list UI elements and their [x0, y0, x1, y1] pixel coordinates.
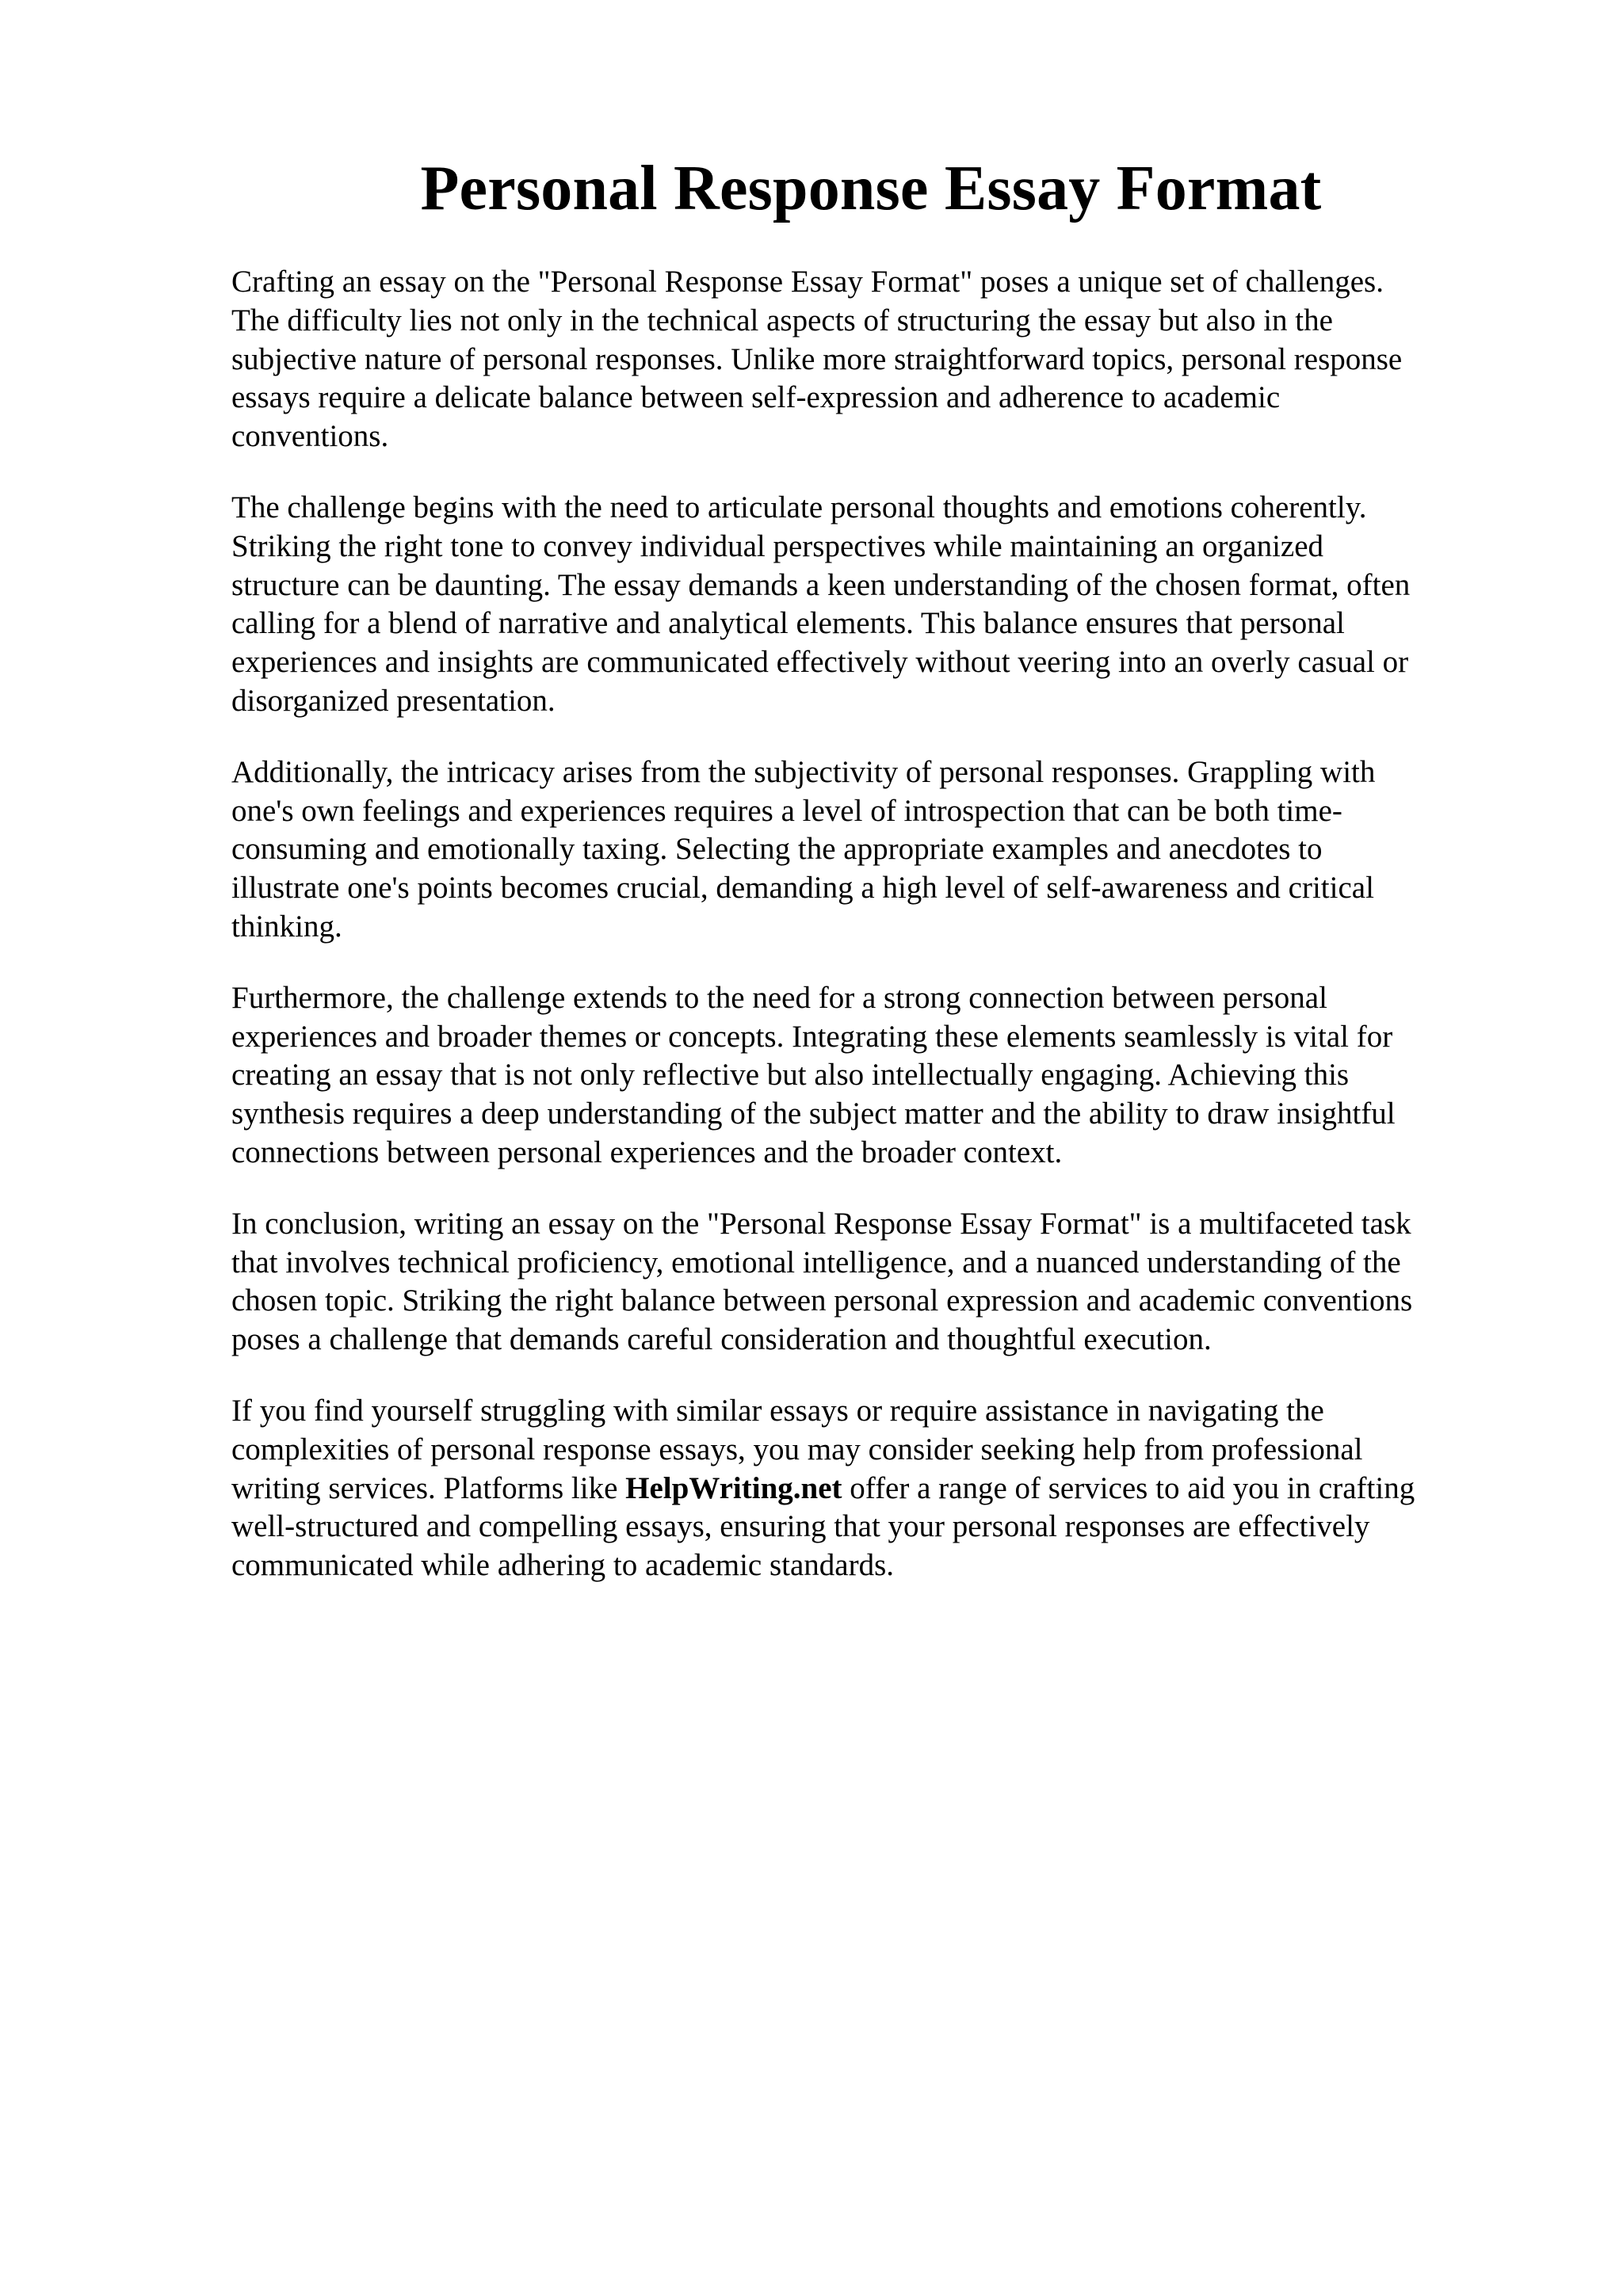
- brand-link[interactable]: HelpWriting.net: [625, 1470, 842, 1505]
- paragraph-furthermore: Furthermore, the challenge extends to the need for a strong connection between personal experiences and broader themes or concepts. Integrating these elements seamlessly is vital for creating an essay that is not only reflective but also intellectually engaging. Achieving this synthesis requires a deep understanding of the subject matter and the ability to draw insightful connections between personal experiences and the broader context.: [231, 980, 1396, 1169]
- closing-text-before: If you find yourself struggling with similar essays or require assistance in navigating the complexities of personal response essays, you may consider seeking help from professional writing services. Platforms like: [231, 1393, 1363, 1505]
- paragraph-intro: Crafting an essay on the "Personal Response Essay Format" poses a unique set of challenges. The difficulty lies not only in the technical aspects of structuring the essay but also in the subjective nature of personal responses. Unlike more straightforward topics, personal response essays require a delicate balance between self-expression and adherence to academic conventions.: [231, 265, 1403, 454]
- paragraph-additionally: Additionally, the intricacy arises from the subjectivity of personal responses. Grappling with one's own feelings and experiences requires a level of introspection that can be both time- consuming and emotionally taxing. Selecting the appropriate examples and anecdotes to illustrate one's points becomes crucial, demanding a high level of self-awareness and critical thinking.: [231, 754, 1376, 944]
- paragraph-challenge: The challenge begins with the need to articulate personal thoughts and emotions coherently. Striking the right tone to convey individual perspectives while maintaining an organized structure can be daunting. The essay demands a keen understanding of the chosen format, often calling for a blend of narrative and analytical elements. This balance ensures that personal experiences and insights are communicated effectively without veering into an overly casual or disorganized presentation.: [231, 490, 1411, 718]
- paragraph-conclusion: In conclusion, writing an essay on the "Personal Response Essay Format" is a multifaceted task that involves technical proficiency, emotional intelligence, and a nuanced understanding of the chosen topic. Striking the right balance between personal expression and academic conventions poses a challenge that demands careful consideration and thoughtful execution.: [231, 1206, 1413, 1357]
- document-title: Personal Response Essay Format: [420, 154, 1322, 223]
- paragraph-closing: [231, 1392, 1515, 1585]
- closing-text-after: offer a range of services to aid you in crafting well-structured and compelling essays, ensuring that your personal responses are effectively communicated while adhering to academic standards.: [231, 1470, 1415, 1583]
- document-body: [231, 263, 1515, 1618]
